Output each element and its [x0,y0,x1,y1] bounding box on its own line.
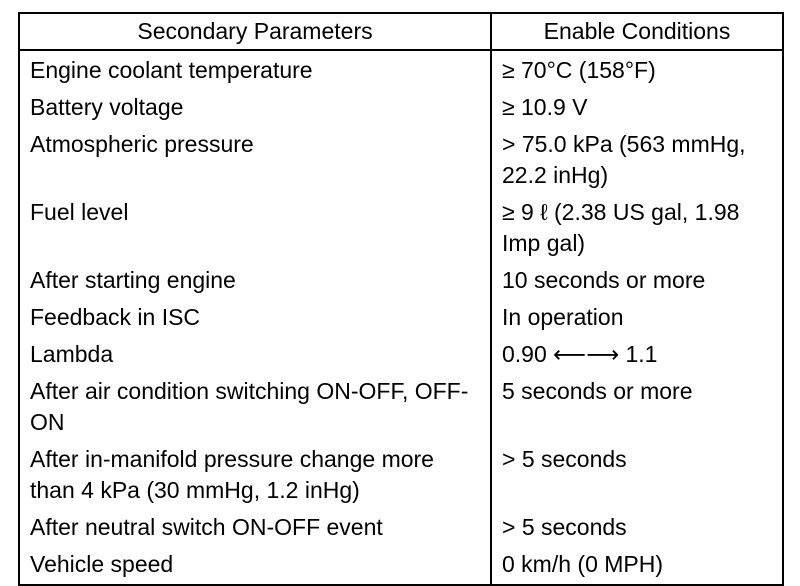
condition-cell: 0.90 ⟵⟶ 1.1 [491,338,783,375]
table-row [19,91,783,128]
table-row [19,511,783,548]
header-row [19,13,783,50]
table-row [19,196,783,264]
table-row [19,50,783,91]
table-header [19,13,783,50]
condition-cell: > 75.0 kPa (563 mmHg, 22.2 inHg) [491,128,783,196]
param-cell: Feedback in ISC [19,301,491,338]
header-enable-conditions: Enable Conditions [491,13,783,50]
param-cell: Fuel level [19,196,491,264]
header-secondary-parameters: Secondary Parameters [19,13,491,50]
param-cell: Lambda [19,338,491,375]
condition-cell: > 5 seconds [491,511,783,548]
param-cell: Atmospheric pressure [19,128,491,196]
table-row [19,443,783,511]
table-row [19,264,783,301]
param-cell: After in-manifold pressure change more than 4 kPa (30 mmHg, 1.2 inHg) [19,443,491,511]
condition-cell: > 5 seconds [491,443,783,511]
enable-conditions-table [18,12,784,586]
condition-cell: ≥ 10.9 V [491,91,783,128]
param-cell: Battery voltage [19,91,491,128]
table-row [19,548,783,585]
table-row [19,301,783,338]
param-cell: After starting engine [19,264,491,301]
param-cell: Engine coolant temperature [19,50,491,91]
condition-cell: 0 km/h (0 MPH) [491,548,783,585]
table-row [19,338,783,375]
condition-cell: 10 seconds or more [491,264,783,301]
condition-cell: ≥ 9 ℓ (2.38 US gal, 1.98 Imp gal) [491,196,783,264]
table-row [19,128,783,196]
param-cell: After air condition switching ON-OFF, OFF-ON [19,375,491,443]
condition-cell: In operation [491,301,783,338]
table-row [19,375,783,443]
condition-cell: ≥ 70°C (158°F) [491,50,783,91]
param-cell: Vehicle speed [19,548,491,585]
condition-cell: 5 seconds or more [491,375,783,443]
param-cell: After neutral switch ON-OFF event [19,511,491,548]
table-body [19,50,783,585]
